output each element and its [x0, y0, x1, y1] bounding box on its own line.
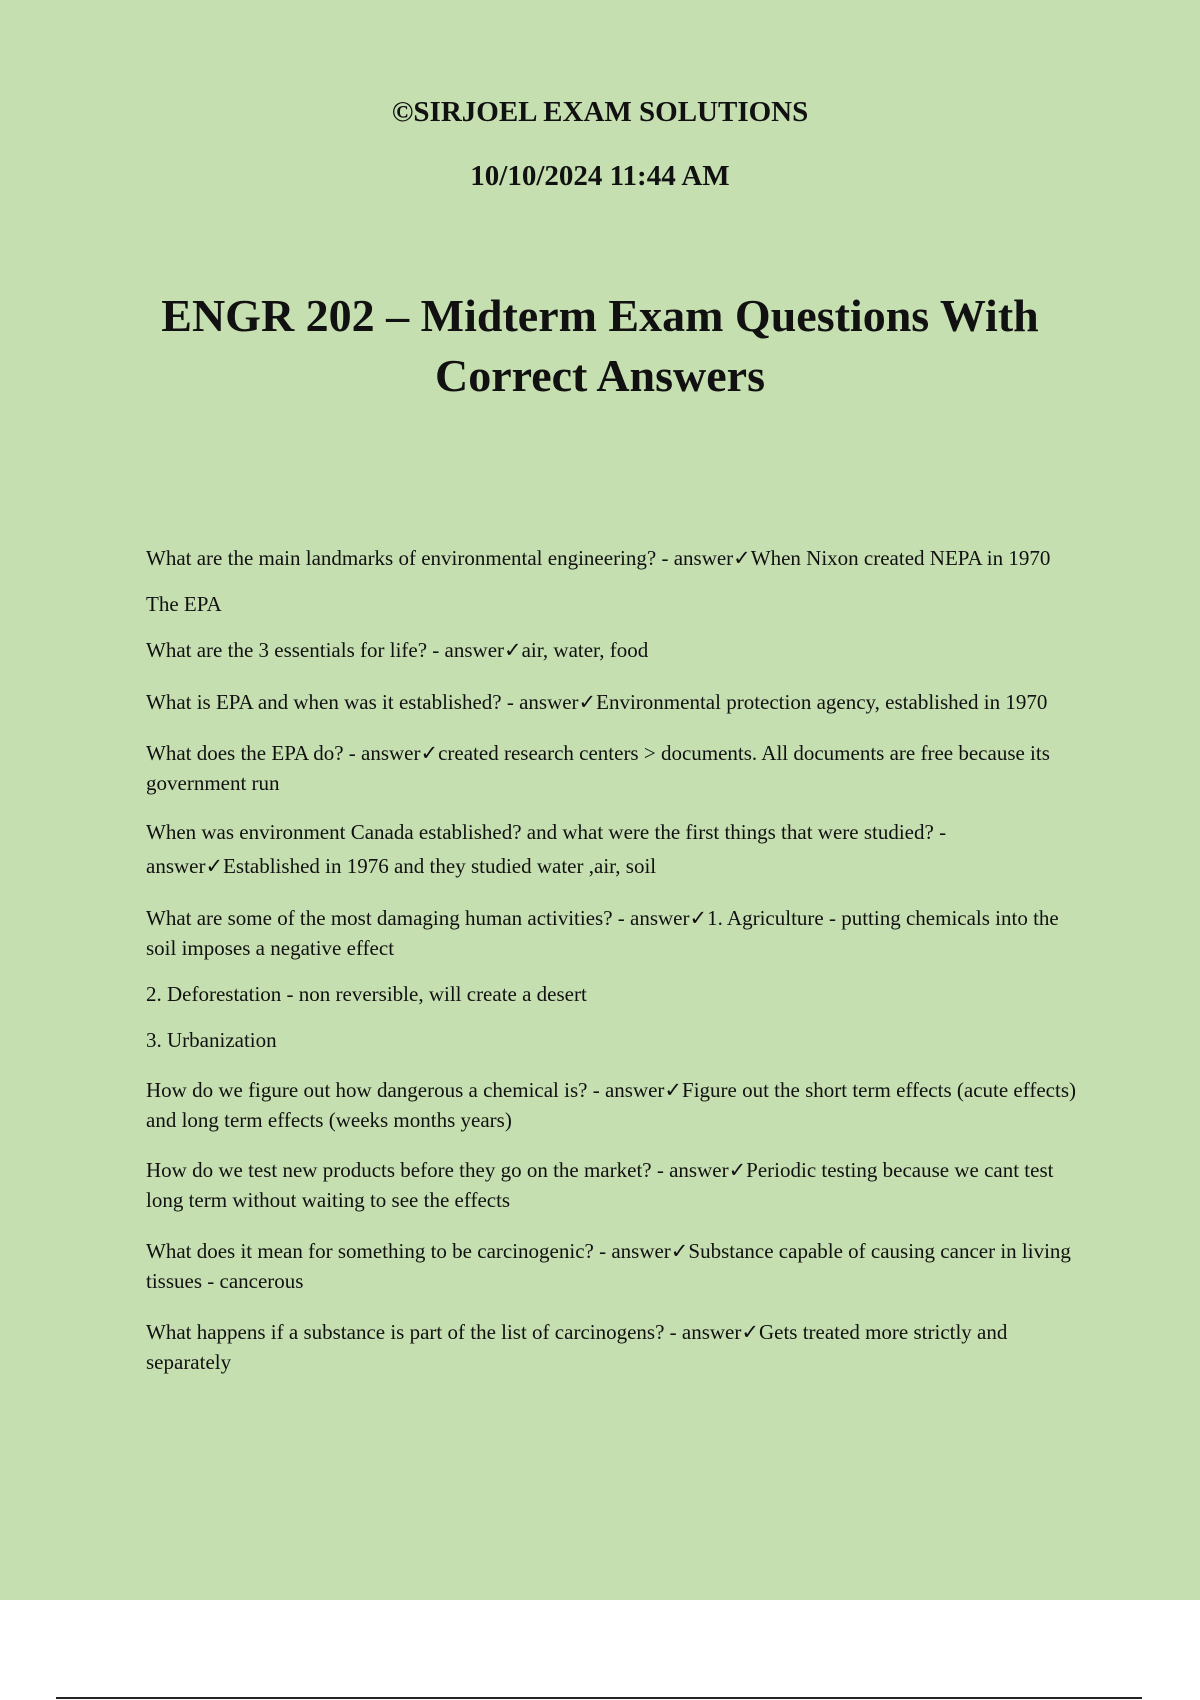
qa-paragraph: What is EPA and when was it established? - answer✓Environmental protection agency, established in 1970 — [146, 690, 1048, 714]
qa-paragraph: What does the EPA do? - answer✓created research centers > documents. All documents are free because its government run — [146, 741, 1050, 795]
brand-header: ©SIRJOEL EXAM SOLUTIONS — [391, 96, 809, 128]
qa-paragraph: What does it mean for something to be carcinogenic? - answer✓Substance capable of causing cancer in living tissues - cancerous — [146, 1239, 1071, 1293]
qa-paragraph: What are some of the most damaging human activities? - answer✓1. Agriculture - putting chemicals into the soil imposes a negative effect — [146, 906, 1059, 960]
qa-paragraph: The EPA — [146, 592, 222, 616]
qa-paragraph: What happens if a substance is part of the list of carcinogens? - answer✓Gets treated more strictly and separately — [146, 1320, 1008, 1374]
question-list — [146, 543, 1082, 1377]
qa-paragraph: What are the main landmarks of environmental engineering? - answer✓When Nixon created NEPA in 1970 — [146, 546, 1051, 570]
qa-paragraph: How do we figure out how dangerous a chemical is? - answer✓Figure out the short term effects (acute effects) and long term effects (weeks months years) — [146, 1078, 1076, 1132]
qa-paragraph: What are the 3 essentials for life? - answer✓air, water, food — [146, 638, 649, 662]
qa-paragraph: 2. Deforestation - non reversible, will create a desert — [146, 982, 587, 1006]
qa-paragraph: 3. Urbanization — [146, 1028, 277, 1052]
timestamp: 10/10/2024 11:44 AM — [470, 160, 730, 192]
footer-divider — [56, 1697, 1142, 1699]
qa-paragraph: How do we test new products before they go on the market? - answer✓Periodic testing because we cant test long term without waiting to see the effects — [146, 1158, 1054, 1212]
document-title: ENGR 202 – Midterm Exam Questions With Correct Answers — [161, 290, 1039, 401]
qa-paragraph: When was environment Canada established? and what were the first things that were studied? - answer✓Established in 1976 and they studied water ,air, soil — [146, 820, 947, 878]
